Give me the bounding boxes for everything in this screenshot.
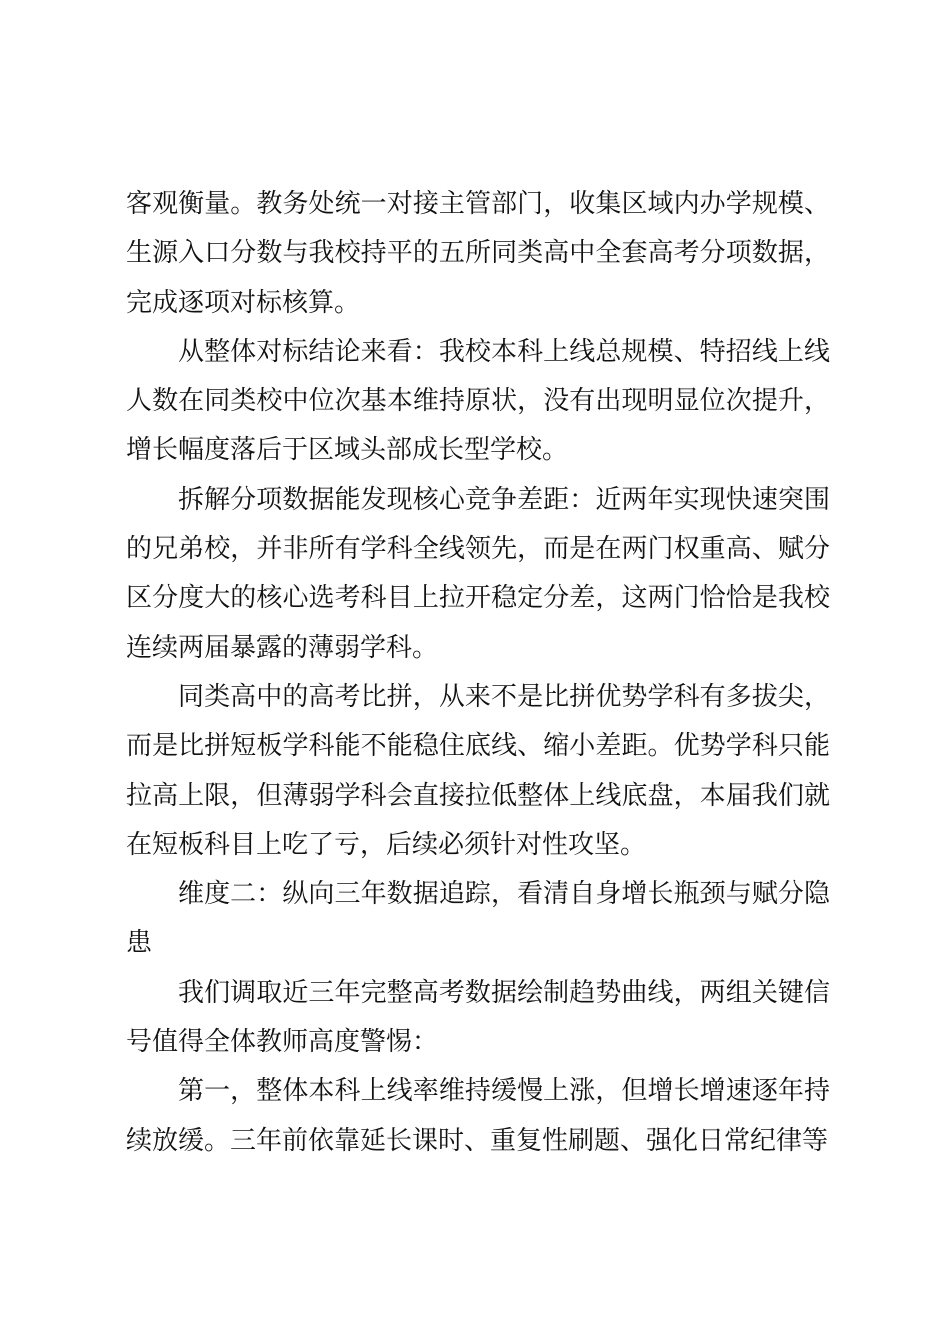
document-body bbox=[126, 180, 830, 1166]
paragraph-7: 第一，整体本科上线率维持缓慢上涨，但增长增速逐年持续放缓。三年前依靠延长课时、重复性刷题、强化日常纪律等 bbox=[126, 1076, 830, 1156]
paragraph-2: 从整体对标结论来看：我校本科上线总规模、特招线上线人数在同类校中位次基本维持原状，没有出现明显位次提升，增长幅度落后于区域头部成长型学校。 bbox=[126, 336, 830, 466]
paragraph-6: 我们调取近三年完整高考数据绘制趋势曲线，两组关键信号值得全体教师高度警惕： bbox=[126, 977, 830, 1058]
paragraph-3: 拆解分项数据能发现核心竞争差距：近两年实现快速突围的兄弟校，并非所有学科全线领先，而是在两门权重高、赋分区分度大的核心选考科目上拉开稳定分差，这两门恰恰是我校连续两届暴露的薄弱学科。 bbox=[126, 484, 830, 663]
paragraph-4: 同类高中的高考比拼，从来不是比拼优势学科有多拔尖，而是比拼短板学科能不能稳住底线、缩小差距。优势学科只能拉高上限，但薄弱学科会直接拉低整体上线底盘，本届我们就在短板科目上吃了亏，后续必须针对性攻坚。 bbox=[126, 681, 830, 860]
section-heading-dimension-two: 维度二：纵向三年数据追踪，看清自身增长瓶颈与赋分隐患 bbox=[126, 879, 830, 959]
paragraph-1: 客观衡量。教务处统一对接主管部门，收集区域内办学规模、生源入口分数与我校持平的五所同类高中全套高考分项数据，完成逐项对标核算。 bbox=[126, 189, 830, 318]
